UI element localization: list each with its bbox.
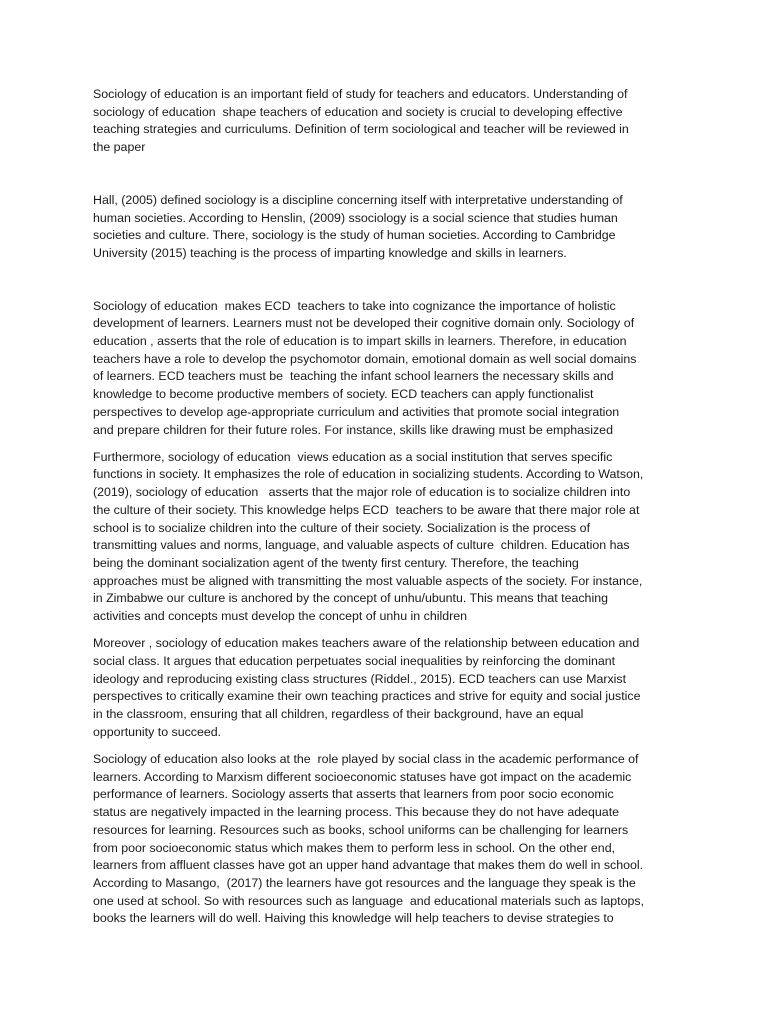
paragraph-gap — [93, 157, 675, 192]
paragraph-definitions: Hall, (2005) defined sociology is a discipline concerning itself with interpretative understanding of human societies. According to Henslin, (2009) ssociology is a social science that studies human societies and culture. There, sociology is the study of human societies. According to Cambridge University (2015) teaching is the process of imparting knowledge and skills in learners. — [93, 192, 623, 260]
paragraph-social-class: Moreover , sociology of education makes teachers aware of the relationship between education and social class. It argues that education perpetuates social inequalities by reinforcing the dominant ideology and reproducing existing class structures (Riddel., 2015). ECD teachers can use Marxist perspectives to critically examine their own teaching practices and strive for equity and social justice in the classroom, ensuring that all children, regardless of their background, have an equal opportunity to succeed. — [93, 636, 641, 739]
paragraph-gap — [93, 263, 675, 298]
paragraph-gap — [93, 742, 675, 752]
paragraph-academic-performance: Sociology of education also looks at the role played by social class in the academic performance of learners. According to Marxism different socioeconomic statuses have got impact on the academic performance of learners. Sociology asserts that asserts that learners from poor socio economic status are negatively impacted in the learning process. This because they do not have adequate resources for learning. Resources such as books, school uniforms can be challenging for learners from poor socioeconomic status which makes them to perform less in school. On the other end, learners from affluent classes have got an upper hand advantage that makes them do well in school. According to Masango, (2017) the learners have got resources and the language they speak is the one used at school. So with resources such as language and educational materials such as laptops, books the learners will do well. Haiving this knowledge will help teachers to devise strategies to — [93, 752, 645, 926]
document-body — [93, 86, 675, 928]
paragraph-gap — [93, 626, 675, 636]
paragraph-socialization: Furthermore, sociology of education views education as a social institution that serves specific functions in society. It emphasizes the role of education in socializing students. According to Watson, (2019), sociology of education asserts that the major role of education is to socialize children into the culture of their society. This knowledge helps ECD teachers to be aware that there major role at school is to socialize children into the culture of their society. Socialization is the process of transmitting values and norms, language, and valuable aspects of culture children. Education has being the dominant socialization agent of the twenty first century. Therefore, the teaching approaches must be aligned with transmitting the most valuable aspects of the society. For instance, in Zimbabwe our culture is anchored by the concept of unhu/ubuntu. This means that teaching activities and concepts must develop the concept of unhu in children — [93, 449, 644, 624]
paragraph-introduction: Sociology of education is an important field of study for teachers and educators. Understanding of sociology of education shape teachers of education and society is crucial to developing effective teaching strategies and curriculums. Definition of term sociological and teacher will be reviewed in the paper — [93, 87, 629, 155]
paragraph-holistic-development: Sociology of education makes ECD teachers to take into cognizance the importance of holistic development of learners. Learners must not be developed their cognitive domain only. Sociology of education , asserts that the role of education is to impart skills in learners. Therefore, in education teachers have a role to develop the psychomotor domain, emotional domain as well social domains of learners. ECD teachers must be teaching the infant school learners the necessary skills and knowledge to become productive members of society. ECD teachers can apply functionalist perspectives to develop age-appropriate curriculum and activities that promote social integration and prepare children for their future roles. For instance, skills like drawing must be emphasized — [93, 298, 637, 437]
paragraph-gap — [93, 439, 675, 449]
